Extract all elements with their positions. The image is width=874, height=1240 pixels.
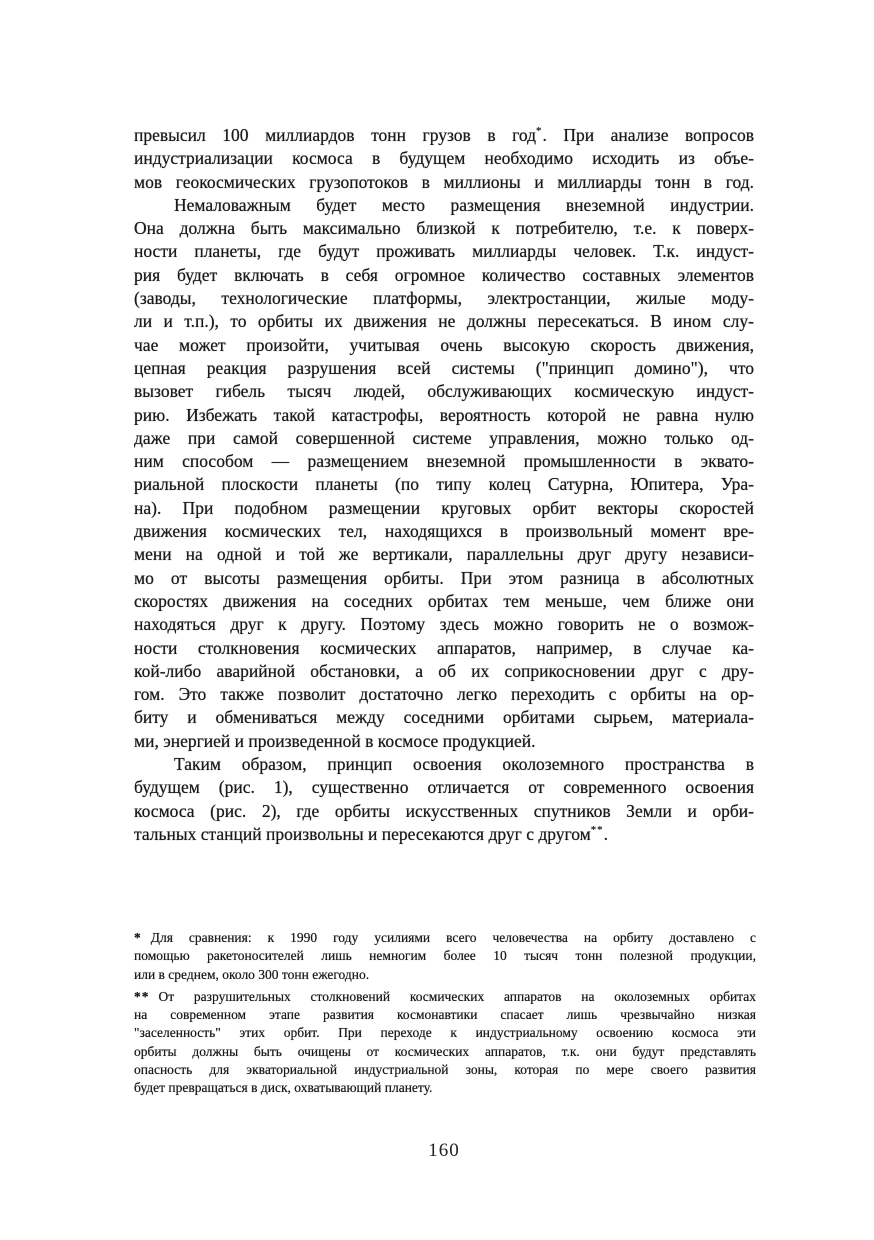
text-line: гом. Это также позволит достаточно легко переходить с орбиты на ор-: [134, 684, 754, 705]
text-line: Она должна быть максимально близкой к потребителю, т.е. к поверх-: [134, 218, 754, 239]
text-line: будущем (рис. 1), существенно отличается от современного освоения: [134, 777, 754, 798]
text-line: чае может произойти, учитывая очень высокую скорость движения,: [134, 334, 754, 355]
text-line: ности столкновения космических аппаратов, например, в случае ка-: [134, 637, 754, 658]
footnote: [134, 988, 756, 1098]
text-line: вызовет гибель тысяч людей, обслуживающих космическую индуст-: [134, 381, 754, 402]
text-line: (заводы, технологические платформы, электростанции, жилые моду-: [134, 288, 754, 309]
text-line: мо от высоты размещения орбиты. При этом разница в абсолютных: [134, 567, 754, 588]
footnote-line: на современном этапе развития космонавтики спасает лишь чрезвычайно низкая: [134, 1007, 756, 1023]
text-line: ми, энергией и произведенной в космосе продукцией.: [134, 730, 536, 751]
text-line: мов геокосмических грузопотоков в миллионы и миллиарды тонн в год.: [134, 171, 754, 192]
footnote-marker: *: [134, 930, 142, 945]
body-text: [134, 124, 754, 846]
paragraph: [134, 124, 754, 194]
text-line: индустриализации космоса в будущем необходимо исходить из объе-: [134, 148, 754, 169]
text-line: риальной плоскости планеты (по типу колец Сатурна, Юпитера, Ура-: [134, 474, 754, 495]
text-line: рия будет включать в себя огромное количество составных элементов: [134, 264, 754, 285]
paragraph: [134, 194, 754, 753]
text-line: ности планеты, где будут проживать миллиарды человек. Т.к. индуст-: [134, 241, 754, 262]
footnote-line: * Для сравнения: к 1990 году усилиями всего человечества на орбиту доставлено с: [134, 930, 756, 945]
text-line: на). При подобном размещении круговых орбит векторы скоростей: [134, 497, 754, 518]
text-line: биту и обмениваться между соседними орбитами сырьем, материала-: [134, 707, 754, 728]
page-number: 160: [428, 1140, 460, 1161]
footnote-line: помощью ракетоносителей лишь немногим более 10 тысяч тонн полезной продукции,: [134, 948, 756, 964]
footnote-line: орбиты должны быть очищены от космических аппаратов, т.к. они будут представлять: [134, 1043, 756, 1059]
footnote-reference-mark: *: [536, 125, 543, 138]
text-line: скоростях движения на соседних орбитах тем меньше, чем ближе они: [134, 590, 754, 611]
text-line: кой-либо аварийной обстановки, а об их соприкосновении друг с дру-: [134, 660, 754, 681]
footnote-reference-mark: **: [590, 824, 604, 837]
text-line: Немаловажным будет место размещения внеземной индустрии.: [174, 194, 754, 215]
footnote: [134, 929, 756, 984]
text-line: тальных станций произвольны и пересекаются друг с другом**.: [134, 823, 608, 844]
text-line: даже при самой совершенной системе управления, можно только од-: [134, 427, 754, 448]
footnote-line: ** От разрушительных столкновений космических аппаратов на околоземных орбитах: [134, 988, 756, 1004]
text-line: космоса (рис. 2), где орбиты искусственных спутников Земли и орби-: [134, 800, 754, 821]
paragraph: [134, 753, 754, 846]
footnote-line: или в среднем, около 300 тонн ежегодно.: [134, 966, 370, 982]
footnotes: [134, 929, 756, 1098]
footnote-line: опасность для экваториальной индустриальной зоны, которая по мере своего развития: [134, 1062, 756, 1078]
text-line: цепная реакция разрушения всей системы ("принцип домино"), что: [134, 357, 754, 378]
text-line: рию. Избежать такой катастрофы, вероятность которой не равна нулю: [134, 404, 754, 425]
text-line: мени на одной и той же вертикали, параллельны друг другу независи-: [134, 544, 754, 565]
text-line: превысил 100 миллиардов тонн грузов в год*. При анализе вопросов: [134, 125, 754, 145]
text-line: ли и т.п.), то орбиты их движения не должны пересекаться. В ином слу-: [134, 311, 754, 332]
footnote-line: будет превращаться в диск, охватывающий планету.: [134, 1080, 433, 1096]
text-line: ним способом — размещением внеземной промышленности в эквато-: [134, 451, 754, 472]
text-line: движения космических тел, находящихся в произвольный момент вре-: [134, 521, 754, 542]
footnote-marker: **: [134, 988, 150, 1004]
text-line: находяться друг к другу. Поэтому здесь можно говорить не о возмож-: [134, 614, 754, 635]
footnote-line: "заселенность" этих орбит. При переходе к индустриальному освоению космоса эти: [134, 1025, 756, 1041]
text-line: Таким образом, принцип освоения околоземного пространства в: [174, 754, 754, 775]
